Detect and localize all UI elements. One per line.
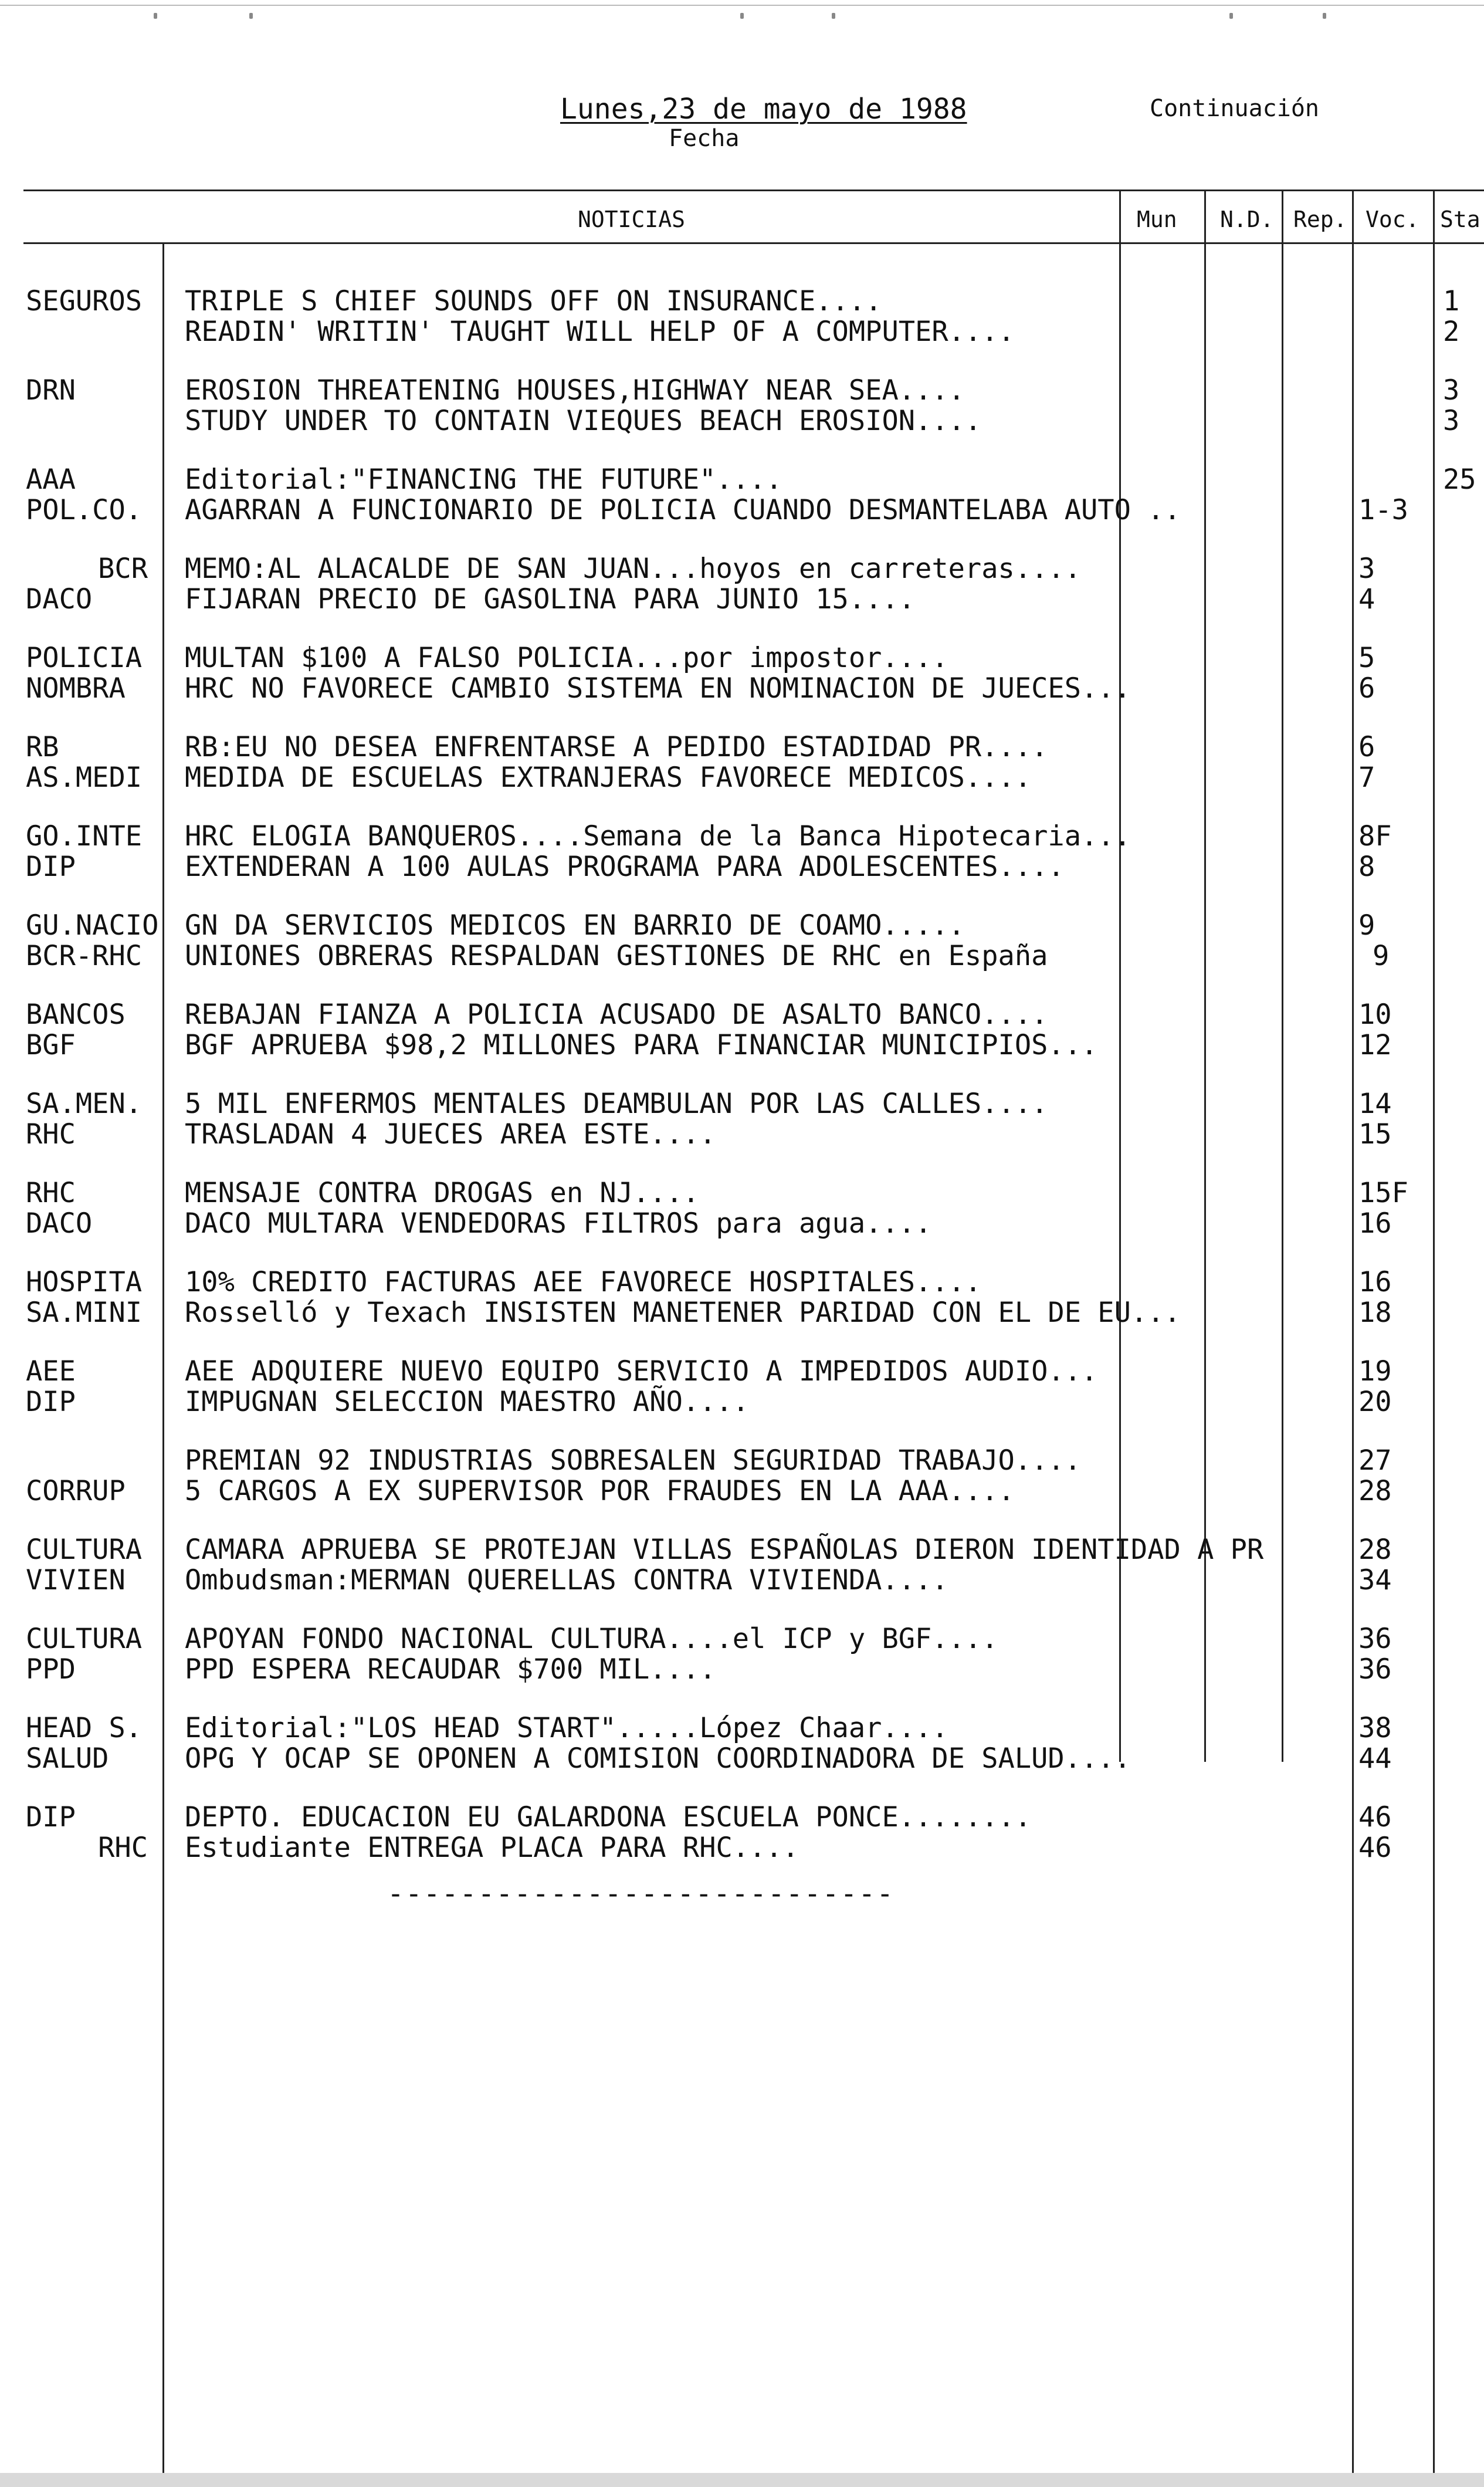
- voc-column-divider: [1352, 190, 1354, 2473]
- headline: Rosselló y Texach INSISTEN MANETENER PARIDAD CON EL DE EU...: [185, 1297, 1181, 1329]
- section-code: VIVIEN: [26, 1564, 126, 1596]
- scan-dot: [1323, 13, 1326, 19]
- voc-page: 38: [1358, 1712, 1392, 1744]
- section-code: SA.MINI: [26, 1297, 143, 1329]
- table-top-rule: [23, 190, 1484, 191]
- column-header-rep: Rep.: [1293, 207, 1347, 232]
- fecha-label: Fecha: [669, 125, 740, 152]
- section-code: AS.MEDI: [26, 762, 143, 794]
- mun-column-divider: [1119, 190, 1121, 1762]
- nd-column-divider: [1204, 190, 1206, 1762]
- voc-page: 8F: [1358, 820, 1392, 852]
- section-code: RB: [26, 731, 59, 763]
- section-code: AEE: [26, 1355, 76, 1388]
- voc-page: 18: [1358, 1297, 1392, 1329]
- voc-page: 5: [1358, 642, 1375, 674]
- code-column-divider: [162, 242, 164, 2473]
- headline: TRIPLE S CHIEF SOUNDS OFF ON INSURANCE....: [185, 285, 882, 317]
- voc-page: 6: [1358, 672, 1375, 705]
- column-header-voc: Voc.: [1366, 207, 1419, 232]
- scan-top-edge: [0, 5, 1484, 6]
- column-header-mun: Mun: [1137, 207, 1177, 232]
- voc-page: 9: [1358, 909, 1375, 942]
- section-code: BCR-RHC: [26, 940, 143, 972]
- headline: READIN' WRITIN' TAUGHT WILL HELP OF A COMPUTER....: [185, 316, 1015, 348]
- section-code: DIP: [26, 1386, 76, 1418]
- headline: Editorial:"FINANCING THE FUTURE"....: [185, 463, 782, 496]
- headline: STUDY UNDER TO CONTAIN VIEQUES BEACH EROSION....: [185, 405, 982, 437]
- headline: GN DA SERVICIOS MEDICOS EN BARRIO DE COAMO.....: [185, 909, 965, 942]
- headline: 5 CARGOS A EX SUPERVISOR POR FRAUDES EN LA AAA....: [185, 1475, 1015, 1507]
- headline: HRC ELOGIA BANQUEROS....Semana de la Banca Hipotecaria...: [185, 820, 1131, 852]
- section-code: RHC: [26, 1177, 76, 1209]
- headline: MEMO:AL ALACALDE DE SAN JUAN...hoyos en carreteras....: [185, 553, 1082, 585]
- voc-page: 28: [1358, 1475, 1392, 1507]
- section-code: GU.NACIO: [26, 909, 159, 942]
- section-code: PPD: [26, 1653, 76, 1686]
- section-code: SALUD: [26, 1742, 109, 1775]
- sta-page: 2: [1443, 316, 1460, 348]
- headline: EROSION THREATENING HOUSES,HIGHWAY NEAR SEA....: [185, 374, 965, 407]
- sta-page: 25: [1443, 463, 1476, 496]
- voc-page: 4: [1358, 583, 1375, 615]
- voc-page: 27: [1358, 1444, 1392, 1477]
- section-code: DIP: [26, 1801, 76, 1833]
- scan-artifacts: [0, 0, 1484, 23]
- headline: MULTAN $100 A FALSO POLICIA...por impostor....: [185, 642, 948, 674]
- section-code: CORRUP: [26, 1475, 126, 1507]
- voc-page: 46: [1358, 1832, 1392, 1864]
- voc-page: 44: [1358, 1742, 1392, 1775]
- headline: Editorial:"LOS HEAD START".....López Chaar....: [185, 1712, 948, 1744]
- voc-page: 9: [1373, 940, 1390, 972]
- section-code: AAA: [26, 463, 76, 496]
- section-code: CULTURA: [26, 1534, 143, 1566]
- section-code: RHC: [26, 1118, 76, 1151]
- section-code: SEGUROS: [26, 285, 143, 317]
- voc-page: 1-3: [1358, 494, 1408, 526]
- section-code: BANCOS: [26, 999, 126, 1031]
- section-code: DACO: [26, 583, 93, 615]
- section-code: POLICIA: [26, 642, 143, 674]
- headline: BGF APRUEBA $98,2 MILLONES PARA FINANCIAR MUNICIPIOS...: [185, 1029, 1098, 1061]
- voc-page: 8: [1358, 851, 1375, 883]
- headline: REBAJAN FIANZA A POLICIA ACUSADO DE ASALTO BANCO....: [185, 999, 1048, 1031]
- voc-page: 36: [1358, 1623, 1392, 1655]
- sta-page: 1: [1443, 285, 1460, 317]
- headline: 10% CREDITO FACTURAS AEE FAVORECE HOSPITALES....: [185, 1266, 982, 1298]
- section-code: NOMBRA: [26, 672, 126, 705]
- continuation-label: Continuación: [1150, 95, 1319, 122]
- section-code: HOSPITA: [26, 1266, 143, 1298]
- headline: 5 MIL ENFERMOS MENTALES DEAMBULAN POR LAS CALLES....: [185, 1088, 1048, 1120]
- headline: PREMIAN 92 INDUSTRIAS SOBRESALEN SEGURIDAD TRABAJO....: [185, 1444, 1082, 1477]
- voc-page: 10: [1358, 999, 1392, 1031]
- column-header-sta: Sta: [1440, 207, 1480, 232]
- headline: UNIONES OBRERAS RESPALDAN GESTIONES DE RHC en España: [185, 940, 1048, 972]
- headline: TRASLADAN 4 JUECES AREA ESTE....: [185, 1118, 716, 1151]
- headline: CAMARA APRUEBA SE PROTEJAN VILLAS ESPAÑOLAS DIERON IDENTIDAD A PR: [185, 1534, 1264, 1566]
- scan-dot: [832, 13, 835, 19]
- scan-bottom-edge: [0, 2473, 1484, 2487]
- headline: MEDIDA DE ESCUELAS EXTRANJERAS FAVORECE MEDICOS....: [185, 762, 1032, 794]
- voc-page: 7: [1358, 762, 1375, 794]
- headline: AGARRAN A FUNCIONARIO DE POLICIA CUANDO DESMANTELABA AUTO ..: [185, 494, 1181, 526]
- voc-page: 14: [1358, 1088, 1392, 1120]
- headline: RB:EU NO DESEA ENFRENTARSE A PEDIDO ESTADIDAD PR....: [185, 731, 1048, 763]
- sta-page: 3: [1443, 405, 1460, 437]
- column-header-nd: N.D.: [1220, 207, 1274, 232]
- voc-page: 34: [1358, 1564, 1392, 1596]
- section-code: HEAD S.: [26, 1712, 143, 1744]
- voc-page: 20: [1358, 1386, 1392, 1418]
- headline: DACO MULTARA VENDEDORAS FILTROS para agua....: [185, 1207, 932, 1240]
- voc-page: 6: [1358, 731, 1375, 763]
- section-code: SA.MEN.: [26, 1088, 143, 1120]
- section-code: RHC: [98, 1832, 148, 1864]
- scan-dot: [154, 13, 157, 19]
- voc-page: 46: [1358, 1801, 1392, 1833]
- voc-page: 15F: [1358, 1177, 1408, 1209]
- headline: OPG Y OCAP SE OPONEN A COMISION COORDINADORA DE SALUD....: [185, 1742, 1131, 1775]
- voc-page: 19: [1358, 1355, 1392, 1388]
- column-header-noticias: NOTICIAS: [578, 207, 686, 232]
- headline: HRC NO FAVORECE CAMBIO SISTEMA EN NOMINACION DE JUECES...: [185, 672, 1131, 705]
- section-code: DACO: [26, 1207, 93, 1240]
- rep-column-divider: [1282, 190, 1283, 1762]
- headline: AEE ADQUIERE NUEVO EQUIPO SERVICIO A IMPEDIDOS AUDIO...: [185, 1355, 1098, 1388]
- voc-page: 15: [1358, 1118, 1392, 1151]
- section-code: GO.INTE: [26, 820, 143, 852]
- end-separator: ----------------------------: [387, 1877, 895, 1910]
- headline: MENSAJE CONTRA DROGAS en NJ....: [185, 1177, 700, 1209]
- headline: Ombudsman:MERMAN QUERELLAS CONTRA VIVIENDA....: [185, 1564, 948, 1596]
- sta-column-divider: [1433, 190, 1435, 2473]
- scan-dot: [1229, 13, 1233, 19]
- headline: EXTENDERAN A 100 AULAS PROGRAMA PARA ADOLESCENTES....: [185, 851, 1065, 883]
- section-code: POL.CO.: [26, 494, 143, 526]
- section-code: BCR: [98, 553, 148, 585]
- voc-page: 36: [1358, 1653, 1392, 1686]
- section-code: BGF: [26, 1029, 76, 1061]
- voc-page: 16: [1358, 1207, 1392, 1240]
- document-date: Lunes,23 de mayo de 1988: [560, 93, 967, 126]
- scan-dot: [740, 13, 744, 19]
- voc-page: 16: [1358, 1266, 1392, 1298]
- headline: PPD ESPERA RECAUDAR $700 MIL....: [185, 1653, 716, 1686]
- table-header-rule: [23, 242, 1484, 244]
- headline: APOYAN FONDO NACIONAL CULTURA....el ICP y BGF....: [185, 1623, 998, 1655]
- headline: Estudiante ENTREGA PLACA PARA RHC....: [185, 1832, 799, 1864]
- voc-page: 28: [1358, 1534, 1392, 1566]
- voc-page: 12: [1358, 1029, 1392, 1061]
- headline: FIJARAN PRECIO DE GASOLINA PARA JUNIO 15....: [185, 583, 916, 615]
- section-code: DIP: [26, 851, 76, 883]
- headline: IMPUGNAN SELECCION MAESTRO AÑO....: [185, 1386, 750, 1418]
- sta-page: 3: [1443, 374, 1460, 407]
- voc-page: 3: [1358, 553, 1375, 585]
- section-code: CULTURA: [26, 1623, 143, 1655]
- headline: DEPTO. EDUCACION EU GALARDONA ESCUELA PONCE........: [185, 1801, 1032, 1833]
- scan-dot: [249, 13, 253, 19]
- section-code: DRN: [26, 374, 76, 407]
